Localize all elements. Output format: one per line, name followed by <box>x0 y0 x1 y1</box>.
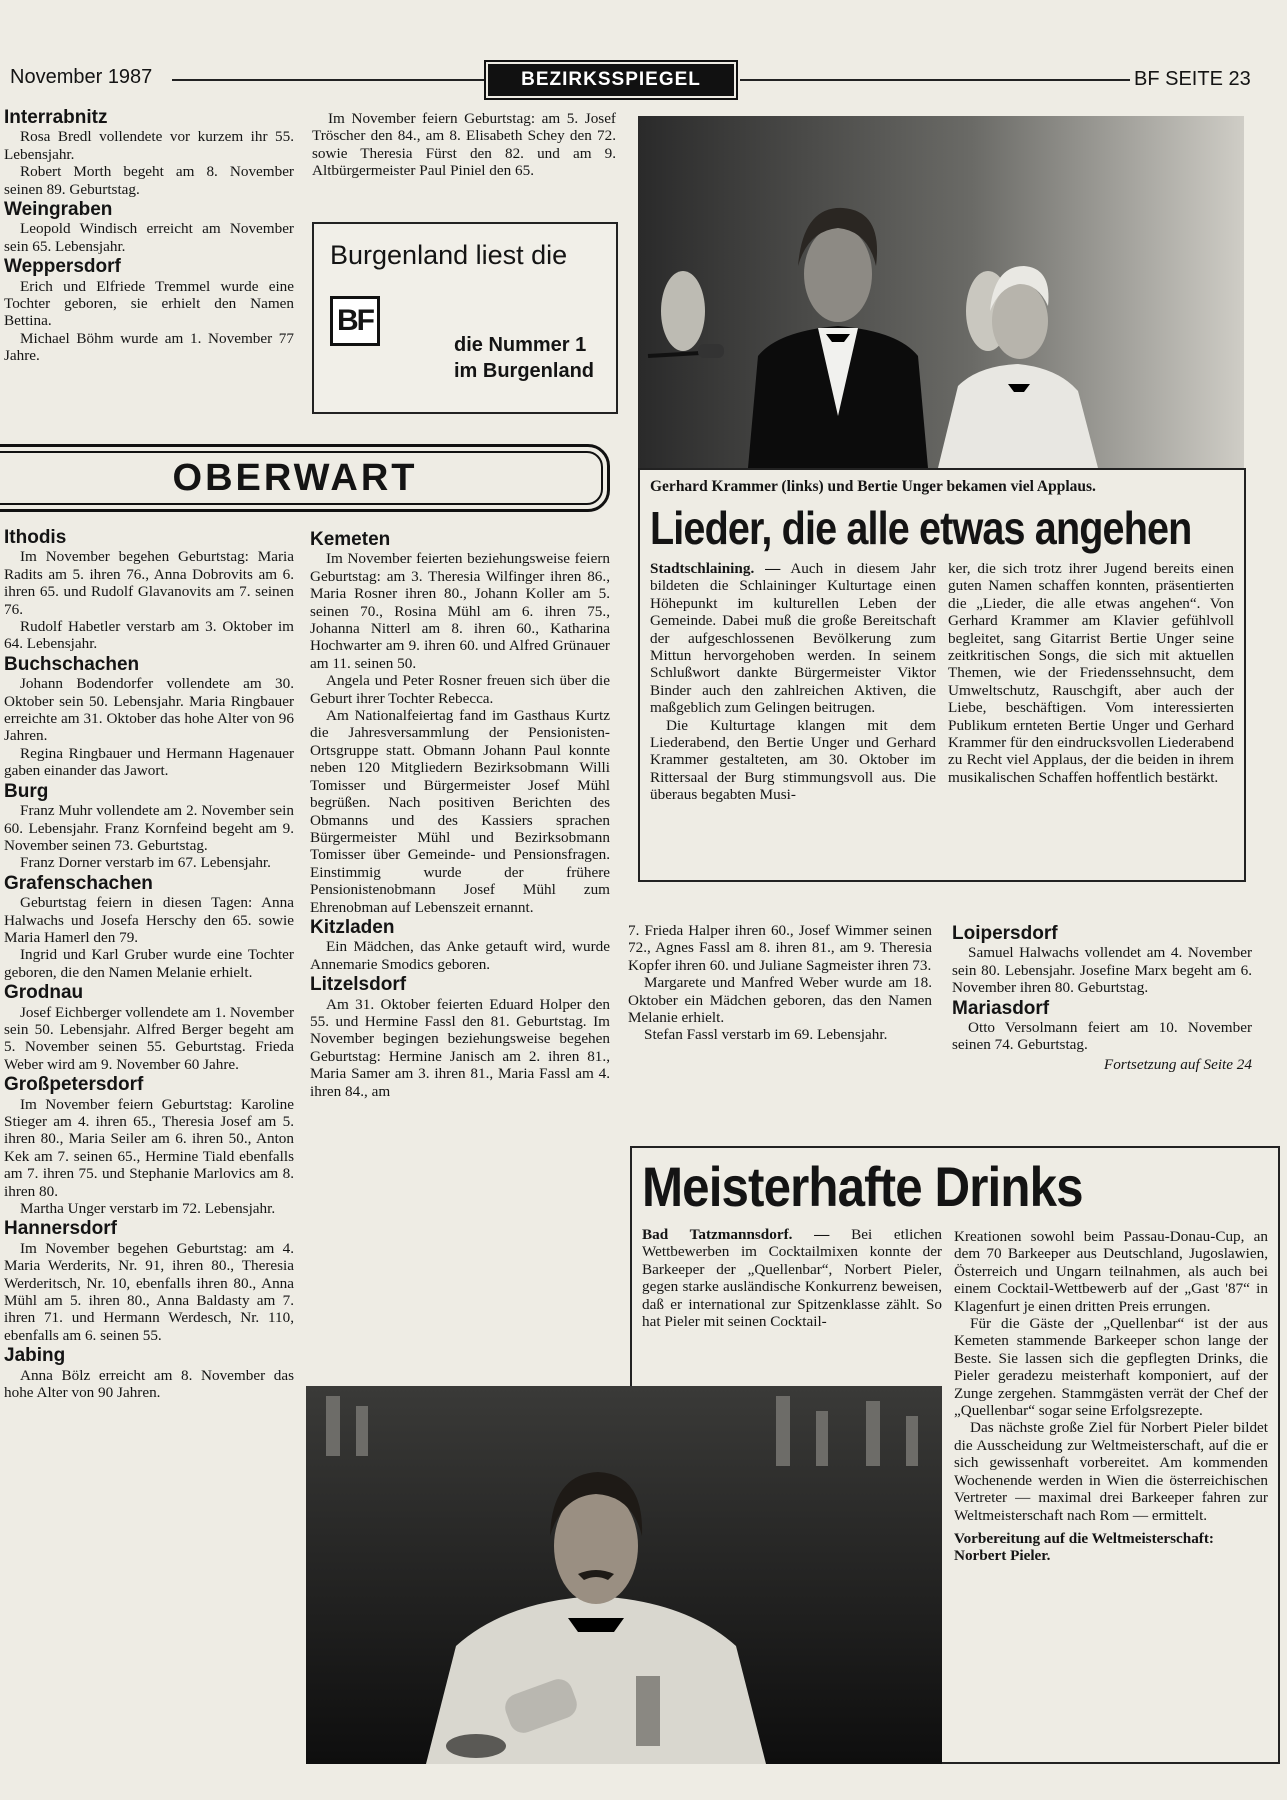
news-item: Geburtstag feiern in diesen Tagen: Anna Halwachs und Josefa Herschy den 65. sowie Maria Hamerl den 79. <box>4 894 294 946</box>
place-heading: Burg <box>4 780 49 802</box>
concert-photo-image <box>638 116 1244 468</box>
place-heading: Jabing <box>4 1345 66 1367</box>
story-text: Auch in diesem Jahr bildeten die Schlaininger Kulturtage einen Höhepunkt im kulturellen Leben der Gemeinde. Dabei muß die große Bereitschaft der aufgeschlossenen Bevölkerung zum Mittun hervorgehoben werden. In seinem Schlußwort dankte Bürgermeister Viktor Binder auch den zahlreichen Aktiven, die maßgeblich zum Gelingen beitrugen. <box>650 560 936 717</box>
place-heading: Buchschachen <box>4 653 140 675</box>
news-item: Samuel Halwachs vollendet am 4. November sein 80. Lebensjahr. Josefine Marx begeht am 6. November ihren 80. Geburtstag. <box>952 944 1252 997</box>
story-column-b <box>948 560 1234 878</box>
news-item: Franz Muhr vollendete am 2. November sein 60. Lebensjahr. Franz Kornfeind begeht am 9. November seinen 73. Geburtstag. <box>4 802 294 854</box>
concert-photo <box>638 116 1244 468</box>
news-item: Am 31. Oktober feierten Eduard Holper den 55. und Hermine Fassl den 81. Geburtstag. Im November begingen beziehungsweise begehen Geburtstag: Hermine Janisch am 2. ihren 81., Maria Samer am 3. ihren 81., Maria Fassl am 4. ihren 84., am <box>310 995 610 1100</box>
story-paragraph: Für die Gäste der „Quellenbar“ ist der aus Kemeten stammende Barkeeper schon lange der Beste. Sie lassen sich die gepflegten Drinks, die Pieler geradezu meisterhaft komponiert, auf der Zunge zergehen. Stammgästen verrät der Chef der „Quellenbar“ sogar seine Erfolgsrezepte. <box>954 1315 1268 1420</box>
header-date: November 1987 <box>10 66 153 88</box>
news-item: Am Nationalfeiertag fand im Gasthaus Kurtz die Jahresversammlung der Pensionisten-Ortsgruppe statt. Obmann Johann Paul konnte neben 120 Mitgliedern Bezirksobmann Willi Tomisser und Bürgermeister Josef Mühl begrüßen. Nach positiven Berichten des Obmanns und des Kassiers sprachen Bürgermeister Mühl und Bezirksobmann Tomisser über Gemeinde- und Pensionsfragen. Einstimmig wurde der frühere Pensionistenobmann Josef Mühl zum Ehrenobman auf Lebenszeit ernannt. <box>310 707 610 916</box>
news-item: Ingrid und Karl Gruber wurde eine Tochter geboren, die den Namen Melanie erhielt. <box>4 946 294 981</box>
column-2-top <box>312 110 616 210</box>
story-dateline: Stadtschlaining. — <box>650 560 781 577</box>
district-banner <box>0 444 610 512</box>
column-3-mid <box>628 922 932 1122</box>
advert-line: Burgenland liest die <box>330 240 568 270</box>
place-heading: Litzelsdorf <box>310 974 407 996</box>
news-item: 7. Frieda Halper ihren 60., Josef Wimmer seinen 72., Agnes Fassl am 8. ihren 81., am 9. Theresia Kopfer ihren 60. und Juliane Sagmeister ihren 73. <box>628 922 932 974</box>
photo-caption: Vorbereitung auf die Weltmeisterschaft: Norbert Pieler. <box>954 1529 1214 1565</box>
story-dateline: Bad Tatzmannsdorf. — <box>642 1226 830 1243</box>
news-item: Michael Böhm wurde am 1. November 77 Jahre. <box>4 329 294 365</box>
bf-logo <box>330 296 380 346</box>
news-item: Angela und Peter Rosner freuen sich über die Geburt ihrer Tochter Rebecca. <box>310 672 610 707</box>
story-paragraph: Die Kulturtage klangen mit dem Liederabend, den Bertie Unger und Gerhard Krammer gestalteten, am 30. Oktober im Rittersaal der Burg stimmungsvoll aus. Die überaus begabten Musi- <box>650 716 936 804</box>
place-heading: Mariasdorf <box>952 997 1050 1019</box>
news-item: Regina Ringbauer und Hermann Hagenauer gaben einander das Jawort. <box>4 744 294 780</box>
column-4-mid <box>952 922 1252 1122</box>
news-item: Anna Bölz erreicht am 8. November das hohe Alter von 90 Jahren. <box>4 1366 294 1402</box>
place-heading: Loipersdorf <box>952 923 1058 944</box>
place-heading: Interrabnitz <box>4 107 108 128</box>
story-column-b <box>954 1228 1268 1748</box>
story-paragraph <box>650 560 936 717</box>
story-text: Bei etlichen Wettbewerben im Cocktailmixen konnte der Barkeeper der „Quellenbar“, Norbert Pieler, gegen starke ausländische Konkurrenz beweisen, daß er international zur Spitzenklasse zählt. So hat Pieler mit seinen Cocktail- <box>642 1226 942 1331</box>
place-heading: Grafenschachen <box>4 872 153 894</box>
header-rule-left <box>172 79 484 81</box>
story-paragraph <box>642 1226 942 1330</box>
news-item: Martha Unger verstarb im 72. Lebensjahr. <box>20 1200 276 1218</box>
news-item: Rosa Bredl vollendete vor kurzem ihr 55. Lebensjahr. <box>4 128 294 163</box>
news-item: Rudolf Habetler verstarb am 3. Oktober im 64. Lebensjahr. <box>4 618 294 653</box>
story-paragraph: Kreationen sowohl beim Passau-Donau-Cup, an dem 70 Barkeeper aus Deutschland, Jugoslawien, Österreich und Ungarn teilnahmen, als auch bei einem Cocktail-Wettbewerb auf der „Gast '87“ in Klagenfurt je einen dritten Preis errungen. <box>954 1228 1268 1315</box>
column-1-top <box>4 106 294 416</box>
news-item: Ein Mädchen, das Anke getauft wird, wurde Annemarie Smodics geboren. <box>310 938 610 973</box>
story-headline: Meisterhafte Drinks <box>642 1155 1083 1218</box>
story-paragraph: ker, die sich trotz ihrer Jugend bereits einen guten Namen schaffen konnten, präsentierten die „Lieder, die alle etwas angehen“. Von Gerhard Krammer am Klavier gefühlvoll begleitet, sang Gitarrist Bertie Unger seine zeitkritischen Songs, die sich mit aktuellen Themen, wie der Friedenssehnsucht, dem Umweltschutz, Rauschgift, aber auch der Liebe, beschäftigen. Vom interessierten Publikum ernteten Bertie Unger und Gerhard Krammer für den eindrucksvollen Liederabend zu Recht viel Applaus, der die beiden in ihrem musikalischen Schaffen hoffentlich bestärkt. <box>948 560 1234 786</box>
news-item: Josef Eichberger vollendete am 1. November sein 50. Lebensjahr. Alfred Berger begeht am 5. November seinen 55. Geburtstag. Frieda Weber wird am 9. November 60 Jahre. <box>4 1003 294 1073</box>
story-lieder <box>638 468 1246 882</box>
place-heading: Kemeten <box>310 529 391 550</box>
news-item: Robert Morth begeht am 8. November seinen 89. Geburtstag. <box>4 163 294 198</box>
advert-box <box>312 222 618 414</box>
place-heading: Kitzladen <box>310 916 395 938</box>
news-item: Im November feiern Geburtstag: am 5. Josef Tröscher den 84., am 8. Elisabeth Schey den 72. sowie Theresia Fürst den 82. und am 9. Altbürgermeister Paul Piniel den 65. <box>312 110 616 180</box>
column-1-main <box>4 526 294 1766</box>
column-2-main <box>310 528 610 1368</box>
news-item: Johann Bodendorfer vollendete am 30. Oktober sein 50. Lebensjahr. Maria Ringbauer erreichte am 31. Oktober das hohe Alter von 96 Jahren. <box>4 675 294 745</box>
place-heading: Grodnau <box>4 982 84 1004</box>
barkeeper-photo-image <box>306 1386 942 1764</box>
story-headline: Lieder, die alle etwas angehen <box>650 502 1192 554</box>
place-heading: Großpetersdorf <box>4 1074 144 1096</box>
header-rule-right <box>740 79 1130 81</box>
barkeeper-photo <box>306 1386 942 1764</box>
news-item: Otto Versolmann feiert am 10. November seinen 74. Geburtstag. <box>952 1019 1252 1054</box>
district-banner-title: OBERWART <box>172 457 418 499</box>
continued-note: Fortsetzung auf Seite 24 <box>1103 1055 1252 1073</box>
photo-caption: Gerhard Krammer (links) und Bertie Unger bekamen viel Applaus. <box>650 478 1096 495</box>
story-column-a <box>650 560 936 878</box>
news-item: Margarete und Manfred Weber wurde am 18. Oktober ein Mädchen geboren, das den Namen Melanie erhielt. <box>628 974 932 1027</box>
advert-slogan-2: im Burgenland <box>454 360 595 382</box>
advert-slogan-1: die Nummer 1 <box>454 334 587 356</box>
news-item: Im November begehen Geburtstag: Maria Radits am 5. ihren 76., Anna Dobrovits am 6. ihren 65. und Rudolf Glavanovits am 7. seinen 76. <box>4 548 294 618</box>
place-heading: Hannersdorf <box>4 1218 117 1240</box>
page-number: BF SEITE 23 <box>1134 68 1251 90</box>
news-item: Franz Dorner verstarb im 67. Lebensjahr. <box>20 854 271 872</box>
place-heading: Weingraben <box>4 199 113 221</box>
news-item: Im November begehen Geburtstag: am 4. Maria Werderits, Nr. 91, ihren 80., Theresia Werderitsch, Nr. 10, ebenfalls ihren 80., Anna Mühl am 5. ihren 80., Anna Baldasty am 7. ihren 71. und Hermann Werdesch, Nr. 110, ebenfalls am 6. seinen 55. <box>4 1239 294 1344</box>
bf-logo-text: BF <box>337 304 373 337</box>
news-item: Im November feierten beziehungsweise feiern Geburtstag: am 3. Theresia Wilfinger ihren 86., Maria Rosner ihren 80., Johann Koller am 5. seinen 70., Rosina Mühl am 6. ihren 75., Johanna Nitterl am 8. ihren 60., Katharina Hochwarter am 9. ihren 60. und Alfred Grünauer am 11. seinen 50. <box>310 550 610 672</box>
news-item: Stefan Fassl verstarb im 69. Lebensjahr. <box>644 1026 888 1044</box>
story-paragraph: Das nächste große Ziel für Norbert Pieler bildet die Ausscheidung zur Weltmeisterschaft, auf die er sich gewissenhaft vorbereitet. Am kommenden Wochenende werden in Wien die österreichischen Vertreter — maximal drei Barkeeper fahren zur Weltmeisterschaft nach Rom — ermittelt. <box>954 1419 1268 1524</box>
news-item: Im November feiern Geburtstag: Karoline Stieger am 4. ihren 65., Theresia Josef am 5. ihren 80., Maria Seiler am 6. ihren 50., Anton Kek am 7. seinen 65., Hermine Tiald ebenfalls am 7. ihren 75. und Stephanie Marlovics am 8. ihren 80. <box>4 1095 294 1200</box>
place-heading: Ithodis <box>4 527 67 548</box>
section-label-text: BEZIRKSSPIEGEL <box>521 69 701 90</box>
place-heading: Weppersdorf <box>4 256 121 278</box>
section-label <box>488 64 734 96</box>
news-item: Erich und Elfriede Tremmel wurde eine Tochter geboren, sie erhielt den Namen Bettina. <box>4 277 294 330</box>
news-item: Leopold Windisch erreicht am November sein 65. Lebensjahr. <box>4 220 294 255</box>
